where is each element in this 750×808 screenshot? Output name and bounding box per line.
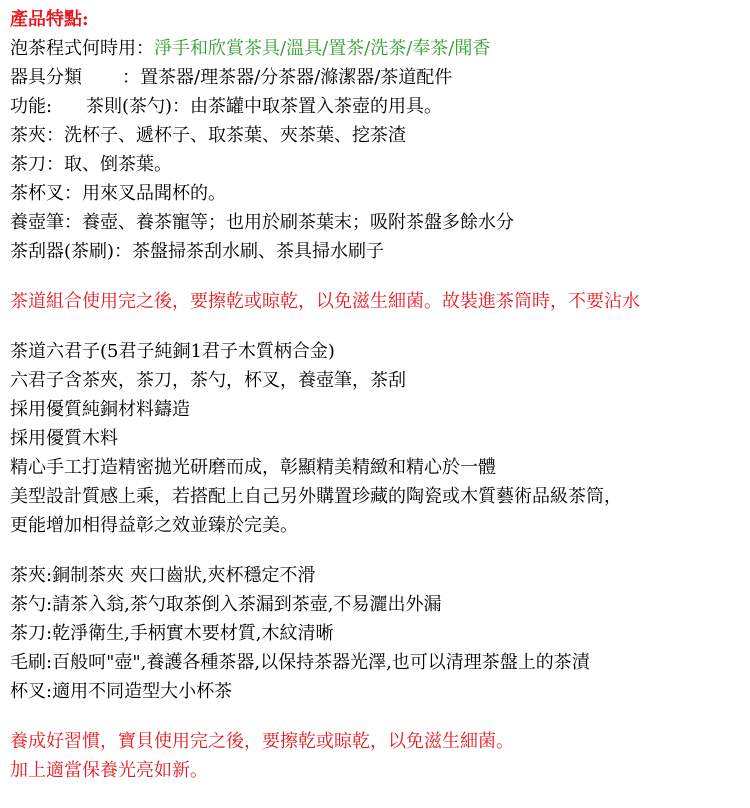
- warning-line-2a: 養成好習慣，寶貝使用完之後，要擦乾或晾乾，以免滋生細菌。: [10, 731, 514, 752]
- tool-line-fork: 茶杯叉：用來叉品聞杯的。: [10, 183, 226, 204]
- function-label: 功能:: [10, 96, 53, 117]
- spacer: [10, 266, 750, 287]
- category-label: 器具分類: [10, 67, 82, 88]
- detail-line-fork: 杯叉:適用不同造型大小杯茶: [10, 681, 233, 702]
- detail-line-spoon: 茶勺:請茶入翁,茶勺取茶倒入茶漏到茶壺,不易灑出外漏: [10, 594, 442, 615]
- tool-line-tongs: 茶夾：洗杯子、遞杯子、取茶葉、夾茶葉、挖茶渣: [10, 125, 406, 146]
- section-title: 產品特點:: [10, 9, 89, 30]
- tool-line-scraper: 茶刮器(茶刷)：茶盤掃茶刮水刷、茶具掃水刷子: [10, 241, 385, 262]
- detail-line-knife: 茶刀:乾淨衛生,手柄實木要材質,木紋清晰: [10, 623, 334, 644]
- set-line-wood: 採用優質木料: [10, 428, 118, 449]
- set-line-contents: 六君子含茶夾，茶刀，茶勺，杯叉，養壺筆，茶刮: [10, 370, 406, 391]
- category-value: ：置茶器/理茶器/分茶器/滌潔器/茶道配件: [122, 67, 453, 88]
- usage-line: [10, 34, 750, 63]
- set-line-title: 茶道六君子(5君子純銅1君子木質柄合金): [10, 341, 335, 362]
- warning-line-2b: 加上適當保養光亮如新。: [10, 760, 208, 781]
- spacer: [10, 540, 750, 561]
- usage-steps: 淨手和欣賞茶具/溫具/置茶/洗茶/奉茶/聞香: [154, 38, 491, 59]
- detail-line-brush: 毛刷:百般呵"壺",養護各種茶器,以保持茶器光澤,也可以清理茶盤上的茶漬: [10, 652, 590, 673]
- set-line-copper: 採用優質純銅材料鑄造: [10, 399, 190, 420]
- category-line: [10, 63, 750, 92]
- tool-line-brush: 養壺筆：養壺、養茶寵等；也用於刷茶葉末；吸附茶盤多餘水分: [10, 212, 514, 233]
- function-line: [10, 92, 750, 121]
- set-line-design: 美型設計質感上乘，若搭配上自己另外購置珍藏的陶瓷或木質藝術品級茶筒，: [10, 486, 622, 507]
- tool-line-knife: 茶刀：取、倒茶葉。: [10, 154, 172, 175]
- set-line-perfect: 更能增加相得益彰之效並臻於完美。: [10, 515, 298, 536]
- function-value: 茶則(茶勺)：由茶罐中取茶置入茶壺的用具。: [86, 96, 443, 117]
- spacer: [10, 316, 750, 337]
- spacer: [10, 706, 750, 727]
- warning-line-1: 茶道組合使用完之後，要擦乾或晾乾，以免滋生細菌。故裝進茶筒時，不要沾水: [10, 291, 640, 312]
- detail-line-tongs: 茶夾:銅制茶夾 夾口齒狀,夾杯穩定不滑: [10, 565, 316, 586]
- set-line-craft: 精心手工打造精密拋光研磨而成，彰顯精美精緻和精心於一體: [10, 457, 496, 478]
- usage-label: 泡茶程式何時用：: [10, 38, 154, 59]
